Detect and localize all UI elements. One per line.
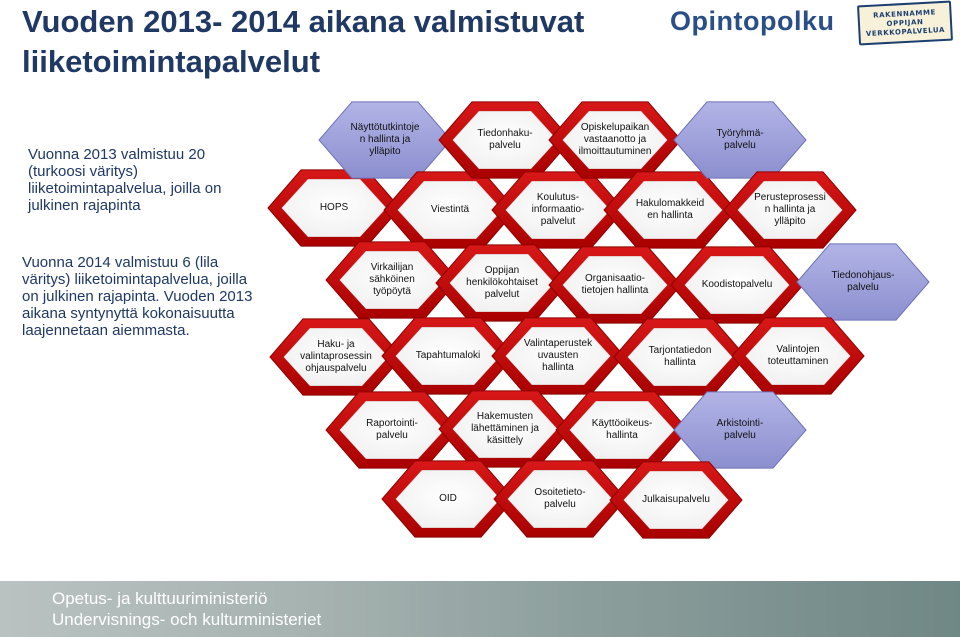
hexagon-label: Tapahtumaloki: [415, 350, 481, 361]
stamp-line: VERKKOPALVELUA: [865, 25, 946, 38]
hexagon-label: Valintaperustek uvausten hallinta: [523, 338, 593, 373]
page-title: Vuoden 2013- 2014 aikana valmistuvat liiketoimintapalvelut: [22, 4, 585, 79]
ministry-footer: [0, 581, 960, 637]
hexagon-label: Virkailijan sähköinen työpöytä: [369, 262, 415, 297]
hexagon-label: Organisaatio- tietojen hallinta: [581, 273, 649, 296]
hexagon-label: Raportointi- palvelu: [366, 418, 418, 441]
hexagon-label: Hakemusten lähettäminen ja käsittely: [471, 411, 539, 446]
logo-wordmark: Opintopolku: [670, 6, 835, 36]
hexagon-label: Näyttötutkintoje n hallinta ja ylläpito: [350, 122, 420, 157]
hexagon-label: Valintojen toteuttaminen: [767, 344, 829, 367]
hexagon-label: Perusteprosessi n hallinta ja ylläpito: [754, 192, 826, 227]
hexagon-label: Oppijan henkilökohtaiset palvelut: [466, 265, 538, 300]
hexagon-label: Haku- ja valintaprosessin ohjauspalvelu: [300, 339, 372, 374]
footer-line-sv: Undervisnings- och kulturministeriet: [52, 610, 322, 629]
hexagon-label: Koulutus- informaatio- palvelut: [531, 192, 585, 227]
hexagon-label: Käyttöoikeus- hallinta: [591, 418, 653, 441]
hexagon-label: Arkistointi- palvelu: [716, 418, 764, 441]
hexagon-label: Työryhmä- palvelu: [716, 128, 764, 151]
hexagon-label: Tarjontatiedon hallinta: [648, 345, 712, 368]
hexagon-label: OID: [439, 493, 457, 504]
hexagon-label: Opiskelupaikan vastaanotto ja ilmoittautuminen: [578, 122, 652, 157]
note-2013: Vuonna 2013 valmistuu 20 (turkoosi väritys) liiketoimintapalvelua, joilla on julkinen rajapinta: [28, 146, 222, 214]
footer-line-fi: Opetus- ja kulttuuriministeriö: [52, 589, 268, 608]
hexagon-label: Osoitetieto- palvelu: [534, 487, 586, 510]
hexagon-label: Koodistopalvelu: [701, 279, 773, 290]
stamp-line: OPPIJAN: [886, 17, 924, 28]
hexagon-label: Tiedonohjaus- palvelu: [831, 270, 895, 293]
hexagon-label: Tiedonhaku- palvelu: [477, 128, 533, 151]
note-2014: Vuonna 2014 valmistuu 6 (lila väritys) liiketoimintapalvelua, joilla on julkinen rajapinta. Vuoden 2013 aikana syntynyttä kokonaisuutta laajennetaan aiemmasta.: [22, 254, 253, 339]
hexagon-label: Viestintä: [430, 204, 470, 215]
hexagon-label: Julkaisupalvelu: [642, 494, 710, 505]
hexagon-label: HOPS: [319, 202, 349, 213]
stamp-line: RAKENNAMME: [872, 7, 937, 20]
hexagon-label: Hakulomakkeid en hallinta: [635, 198, 705, 221]
